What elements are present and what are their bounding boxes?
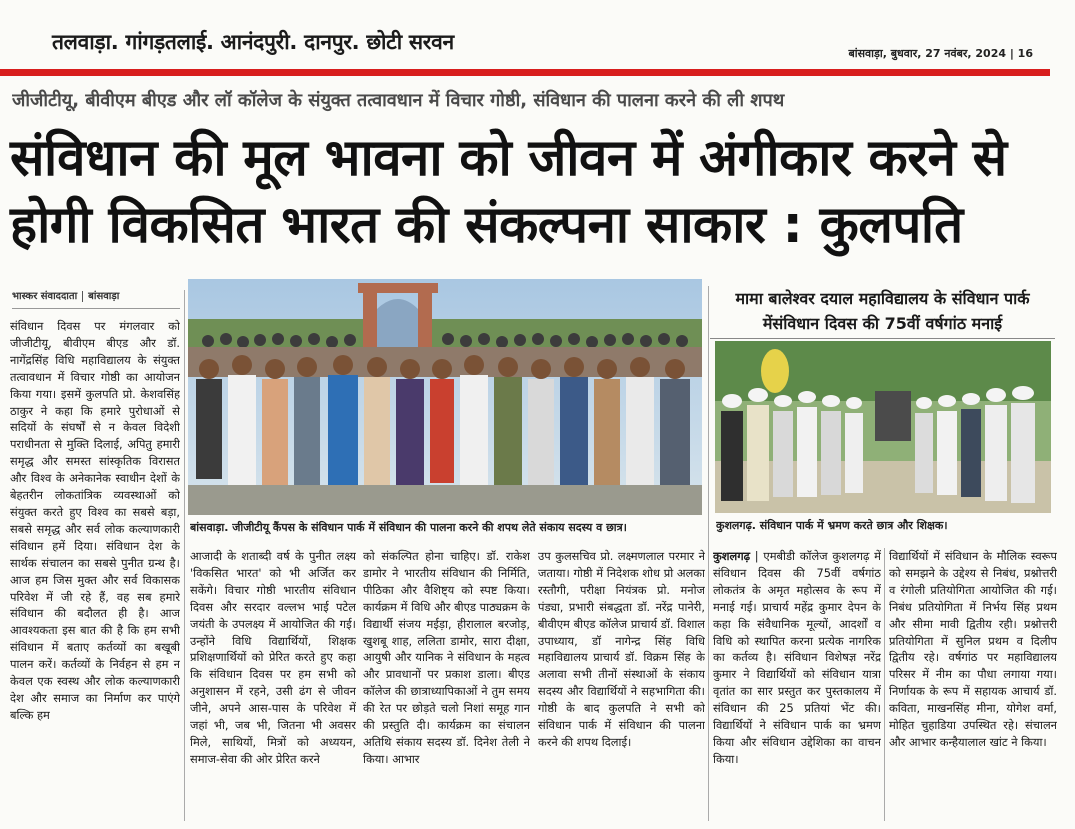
column-divider [184,290,185,821]
byline-place: बांसवाड़ा [88,291,120,302]
side-story-column-2: विद्यार्थियों में संविधान के मौलिक स्वरूप को समझने के उद्देश्य से निबंध, प्रश्नोत्तरी व रंगोली प्रतियोगिता आयोजित की गई। निबंध प्रतियोगिता में निर्भय सिंह प्रथम और सीमा मावी द्वितीय रही। प्रश्नोत्तरी प्रतियोगिता में सुनिल प्रथम व दिलीप द्वितीय रहे। वर्षगांठ पर महाविद्यालय परिसर में नीम का पौधा लगाया गया। निर्णायक के रूप में सहायक आचार्य डॉ. कविता, माखनसिंह मीना, योगेश वर्मा, मोहित चुहाडिया उपस्थित रहे। संचालन और आभार कन्हैयालाल खांट ने किया। [889,549,1057,749]
byline-source: भास्कर संवाददाता [12,291,78,302]
side-story-title: मामा बालेश्वर दयाल महाविद्यालय के संविधान पार्क मेंसंविधान दिवस की 75वीं वर्षगांठ मनाई [735,289,1030,333]
group-photo-illustration [188,279,702,515]
headline-line-2: होगी विकसित भारत की संकल्पना साकार : कुलपति [10,196,963,255]
column-divider [708,286,709,821]
side-story-rule [710,338,1055,339]
group-photo-caption: बांसवाड़ा. जीजीटीयू कैंपस के संविधान पार्क में संविधान की पालना करने की शपथ लेते संकाय सदस्य व छात्र। [190,521,627,534]
side-story-text-1: एमबीडी कॉलेज कुशलगढ़ में संविधान दिवस की 75वीं वर्षगांठ लोकतंत्र के अमृत महोत्सव के रूप में मनाई गई। प्राचार्य महेंद्र कुमार देपन के कहा कि संवैधानिक मूल्यों, आदर्शों व विधि को स्थापित करना प्रत्येक नागरिक का कर्तव्य है। संविधान विशेषज्ञ नरेंद्र कुमार ने विद्यार्थियों को संविधान यात्रा वृतांत का सार प्रस्तुत कर पुस्तकालय में संविधान की 25 प्रतियां भेंट की। विद्यार्थियों ने संविधान पार्क का भ्रमण किया और संविधान उद्देशिका का वाचन किया। [713,549,881,766]
article-kicker: जीजीटीयू, बीवीएम बीएड और लॉ कॉलेज के संयुक्त तत्वावधान में विचार गोष्ठी, संविधान की पालना करने की ली शपथ [12,90,785,111]
article-column-4: उप कुलसचिव प्रो. लक्ष्मणलाल परमार ने जताया। गोष्ठी में निदेशक शोध प्रो अलका रस्तौगी, परीक्षा नियंत्रक प्रो. मनोज पंड्या, प्रभारी संबद्धता डॉ. नरेंद्र पानेरी, बीवीएम बीएड कॉलेज प्राचार्य डॉ. विशाल उपाध्याय, डॉ नागेन्द्र सिंह विधि महाविद्यालय प्राचार्य डॉ. विक्रम सिंह के अलावा सभी तीनों संस्थाओं के संकाय सदस्य और विद्यार्थियों ने सहभागिता की। गोष्ठी के बाद कुलपति ने सभी को संविधान पार्क में संविधान की पालना करने की शपथ दिलाई। [538,549,705,749]
article-column-1: संविधान दिवस पर मंगलवार को जीजीटीयू, बीवीएम बीएड और डॉ. नागेंद्रसिंह विधि महाविद्यालय के संयुक्त तत्वावधान में विचार गोष्ठी का आयोजन किया गया। इसमें कुलपति प्रो. केशवसिंह ठाकुर ने कहा कि हमारे पुरोधाओं से सदियों के संघर्षों से न केवल विदेशी पराधीनता से मुक्ति दिलाई, अपितु हमारी समृद्ध और समस्त सांस्कृतिक विरासत और विश्व के अनेकानेक स्वाधीन देशों के बेहतरीन लोकतांत्रिक व्यवस्थाओं को संयुक्त करते हुए विश्व का सबसे बड़ा, सबसे समृद्ध और सर्व लोक कल्याणकारी संविधान हमें दिया। संविधान देश के सार्थक संचालन का सबसे पुनीत ग्रन्थ है। आज हम जिस मुक्त और सर्व विकासक परिवेश में जी रहे हैं, वह सब हमारे संविधान की बदौलत ही है। आज आवश्यकता इस बात की है कि हम सभी संविधान में बताए कर्तव्यों का बखूबी पालन करें। कर्तव्यों के निर्वहन से हम न केवल एक स्वस्थ और लोक कल्याणकारी देश और समाज का निर्माण कर पाएंगे बल्कि हम [10,319,180,722]
students-park-photo [715,341,1051,513]
article-headline [10,125,1065,259]
article-column-3: को संकल्पित होना चाहिए। डॉ. राकेश डामोर ने भारतीय संविधान की निर्मिति, पीठिका और वैशिष्ट्य को स्पष्ट किया। कार्यक्रम में विधि और बीएड पाठ्यक्रम के विद्यार्थी संजय मईड़ा, हीरालाल बरजोड़, खुशबू शाह, ललिता डामोर, सारा दीक्षा, आयुषी और यानिक ने संविधान के महत्व और प्रावधानों पर प्रकाश डाला। बीएड कॉलेज की छात्राध्यापिकाओं ने तुम समय की रेत पर छोड़ते चलो निशां समूह गान की प्रस्तुति दी। कार्यक्रम का संचालन अतिथि संकाय सदस्य डॉ. दिनेश तेली ने किया। आभार [363,549,530,766]
article-column-2: आजादी के शताब्दी वर्ष के पुनीत लक्ष्य 'विकसित भारत' को भी अर्जित कर सकेंगे। विचार गोष्ठी भारतीय संविधान दिवस और सरदार वल्लभ भाई पटेल जयंती के उपलक्ष्य में आयोजित की गई। उन्होंने विधि विद्यार्थियों, शिक्षक प्रशिक्षणार्थियों को प्रेरित करते हुए कहा कि संविधान दिवस पर हम सभी को अनुशासन में रहने, उसी ढंग से जीवन जीने, अपने आस-पास के परिवेश में जहां भी, जब भी, जितना भी अवसर मिले, साथियों, मित्रों को अध्ययन, समाज-सेवा की ओर प्रेरित करने [190,549,356,766]
byline [12,288,119,302]
side-story-column-1: कुशलगढ़ | एमबीडी कॉलेज कुशलगढ़ में संविधान दिवस की 75वीं वर्षगांठ लोकतंत्र के अमृत महोत्सव के रूप में मनाई गई। प्राचार्य महेंद्र कुमार देपन के कहा कि संवैधानिक मूल्यों, आदर्शों व विधि को स्थापित करना प्रत्येक नागरिक का कर्तव्य है। संविधान विशेषज्ञ नरेंद्र कुमार ने विद्यार्थियों को संविधान यात्रा वृतांत का सार प्रस्तुत कर पुस्तकालय में संविधान की 25 प्रतियां भेंट की। विद्यार्थियों ने संविधान पार्क का भ्रमण किया और संविधान उद्देशिका का वाचन किया। [713,549,881,766]
headline-line-1: संविधान की मूल भावना को जीवन में अंगीकार करने से [10,129,1007,188]
header-date-page: बांसवाड़ा, बुधवार, 27 नवंबर, 2024 | 16 [848,47,1033,60]
page-bottom-edge [0,822,1075,829]
header-places: तलवाड़ा. गांगड़तलाई. आनंदपुरी. दानपुर. छोटी सरवन [52,30,454,54]
side-story-dateline: कुशलगढ़ [713,549,751,563]
byline-rule [12,308,180,309]
group-photo-constitution-park [188,279,702,515]
page-header [0,0,1075,68]
students-photo-caption: कुशलगढ़. संविधान पार्क में भ्रमण करते छात्र और शिक्षक। [716,519,948,532]
students-photo-illustration [715,341,1051,513]
header-red-rule [0,69,1050,76]
column-divider [884,548,885,821]
byline-separator [82,291,83,302]
